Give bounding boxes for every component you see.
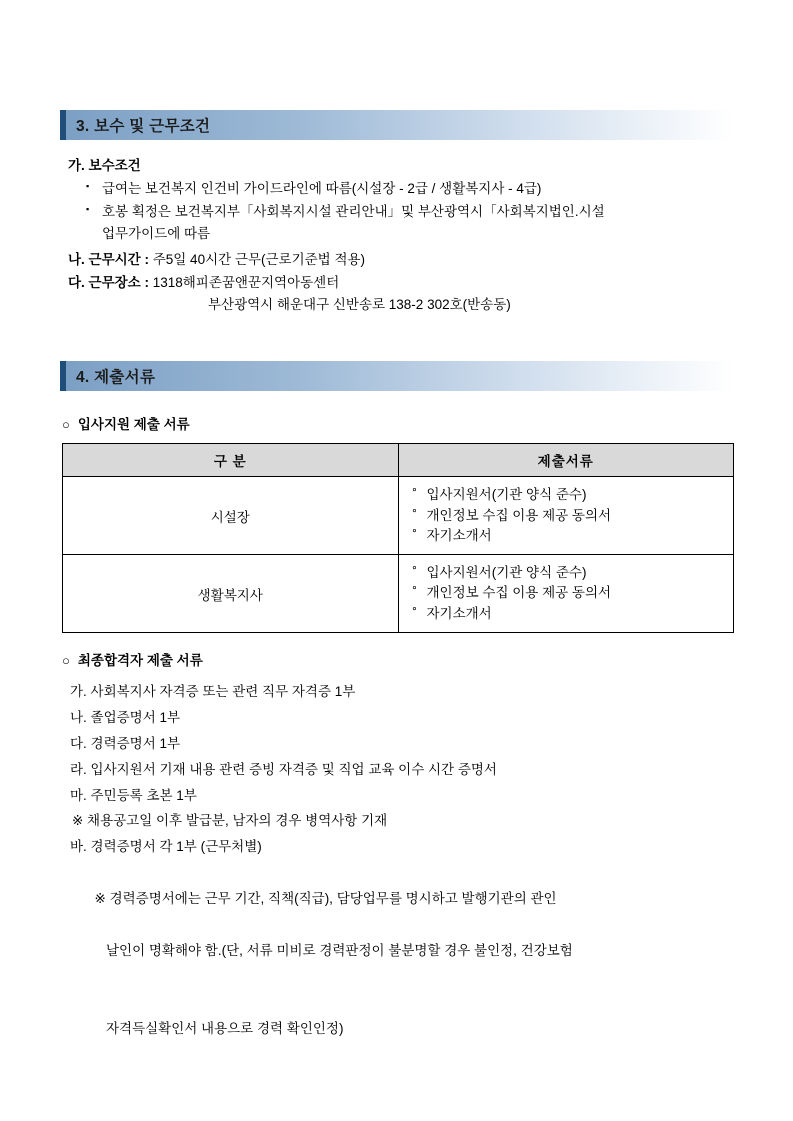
document-item: ˚ 자기소개서 — [411, 604, 734, 624]
apply-documents-heading: ○ 입사지원 제출 서류 — [62, 413, 733, 433]
subheading-compensation: 가. 보수조건 — [68, 158, 141, 173]
list-item: 나. 졸업증명서 1부 — [70, 709, 181, 725]
final-documents-heading: ○ 최종합격자 제출 서류 — [62, 649, 733, 669]
note-text-continued-2: 자격득실확인서 내용으로 경력 확인인정) — [106, 1020, 344, 1036]
bullet-text-continued: 업무가이드에 따름 — [102, 225, 211, 241]
document-item: ˚ 개인정보 수집 이용 제공 동의서 — [411, 583, 734, 603]
table-header — [63, 444, 734, 477]
table-row — [63, 555, 734, 633]
cell-documents — [398, 477, 734, 555]
table-body — [63, 477, 734, 633]
work-time-line — [68, 249, 733, 272]
section-title: 3. 보수 및 근무조건 — [76, 118, 211, 135]
document-item: ˚ 개인정보 수집 이용 제공 동의서 — [411, 506, 734, 526]
documents-table — [62, 443, 734, 633]
cell-category: 생활복지사 — [63, 555, 399, 633]
bullet-text: 급여는 보건복지 인건비 가이드라인에 따름(시설장 - 2급 / 생활복지사 - 4급) — [102, 181, 542, 196]
cell-category: 시설장 — [63, 477, 399, 555]
note-text: ※ 경력증명서에는 근무 기간, 직책(직급), 담당업무를 명시하고 발행기관의 관인 — [94, 891, 557, 907]
column-header-category: 구 분 — [63, 444, 399, 477]
section-title: 4. 제출서류 — [76, 369, 156, 387]
list-item: 바. 경력증명서 각 1부 (근무처별) — [70, 839, 262, 855]
list-item: 다. 경력증명서 1부 — [70, 735, 181, 751]
note-text-continued-1: 날인이 명확해야 함.(단, 서류 미비로 경력판정이 불분명할 경우 불인정, 건강보험 — [106, 942, 573, 958]
bullet-text: 호봉 획정은 보건복지부「사회복지시설 관리안내」및 부산광역시「사회복지법인.시설 — [102, 203, 605, 219]
work-place-address: 부산광역시 해운대구 신반송로 138-2 302호(반송동) — [208, 297, 511, 313]
section-header-compensation — [60, 110, 733, 140]
list-item: 가. 사회복지사 자격증 또는 관련 직무 자격증 1부 — [70, 683, 356, 699]
document-item: ˚ 입사지원서(기관 양식 준수) — [411, 485, 734, 505]
list-item-note: ※ 채용공고일 이후 발급분, 남자의 경우 병역사항 기재 — [72, 813, 388, 829]
work-time-value: 주5일 40시간 근무(근로기준법 적용) — [152, 251, 366, 267]
column-header-documents: 제출서류 — [398, 444, 734, 477]
work-place-line — [68, 272, 733, 295]
list-item: 라. 입사지원서 기재 내용 관련 증빙 자격증 및 직업 교육 이수 시간 증명서 — [70, 761, 497, 777]
work-time-label: 나. 근무시간 : — [68, 251, 149, 267]
table-header-row — [63, 444, 734, 477]
compensation-bullet-list — [60, 178, 733, 245]
list-item — [60, 178, 733, 200]
table-row — [63, 477, 734, 555]
work-place-value: 1318해피존꿈앤꾼지역아동센터 — [152, 274, 340, 290]
list-item-note — [70, 860, 733, 1093]
section-header-documents — [60, 361, 733, 391]
cell-documents — [398, 555, 734, 633]
work-place-label: 다. 근무장소 : — [68, 274, 149, 290]
final-documents-list — [70, 679, 733, 1094]
list-item — [60, 201, 733, 245]
document-item: ˚ 자기소개서 — [411, 526, 734, 546]
list-item: 마. 주민등록 초본 1부 — [70, 787, 197, 803]
document-item: ˚ 입사지원서(기관 양식 준수) — [411, 563, 734, 583]
